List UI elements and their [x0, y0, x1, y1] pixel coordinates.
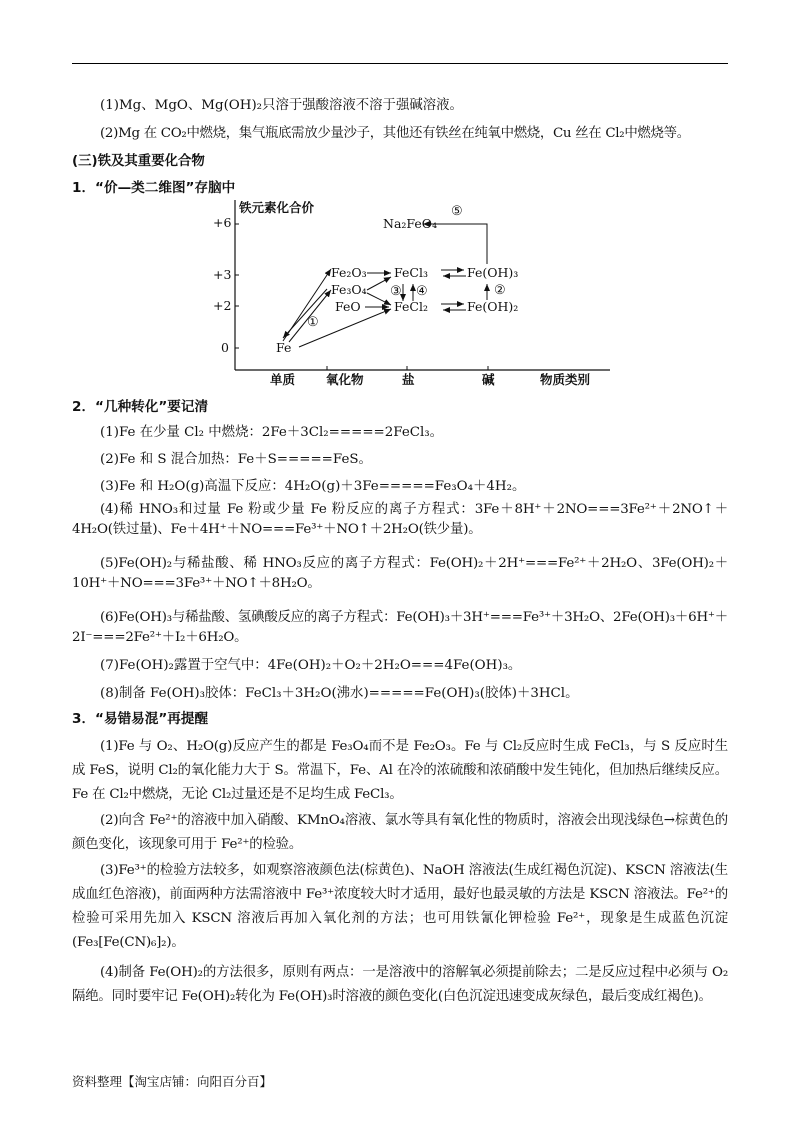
- y-tick-2: +2: [213, 298, 232, 313]
- node-feoh3: Fe(OH)₃: [467, 265, 519, 280]
- mark-5: ⑤: [451, 204, 463, 219]
- heading-3: 3．“易错易混”再提醒: [72, 711, 209, 727]
- node-fe: Fe: [276, 340, 292, 355]
- conv-4: (4)稀 HNO₃和过量 Fe 粉或少量 Fe 粉反应的离子方程式：3Fe＋8H⁺＋2NO===3Fe²⁺＋2NO↑＋4H₂O(铁过量)、Fe＋4H⁺＋NO===Fe³⁺＋NO↑＋2H₂O(铁少量)。: [72, 502, 728, 537]
- node-fecl3: FeCl₃: [394, 265, 428, 280]
- y-tick-6: +6: [213, 215, 232, 230]
- y-axis-label: 铁元素化合价: [239, 200, 315, 215]
- note-2: (2)向含 Fe²⁺的溶液中加入硝酸、KMnO₄溶液、氯水等具有氧化性的物质时，溶液会出现浅绿色→棕黄色的颜色变化，该现象可用于 Fe²⁺的检验。: [72, 813, 728, 852]
- x-tick-element: 单质: [270, 372, 296, 387]
- header-rule: [72, 63, 728, 64]
- node-fe3o4: Fe₃O₄: [331, 282, 367, 297]
- note-3: (3)Fe³⁺的检验方法较多，如观察溶液颜色法(棕黄色)、NaOH 溶液法(生成红褐色沉淀)、KSCN 溶液法(生成血红色溶液)，前面两种方法需溶液中 Fe³⁺浓度较大时才适用，最好也最灵敏的方法是 KSCN 溶液法。Fe²⁺的检验可采用先加入 KSCN 溶液后再加入氧化剂的方法；也可用铁氰化钾检验 Fe²⁺，现象是生成蓝色沉淀(Fe₃[Fe(CN)₆]₂)。: [72, 863, 728, 950]
- valence-class-diagram: [215, 196, 635, 394]
- heading-2: 2．“几种转化”要记清: [72, 399, 209, 415]
- arrow-fe3o4-fe: [283, 289, 327, 338]
- intro-line-1: (1)Mg、MgO、Mg(OH)₂只溶于强酸溶液不溶于强碱溶液。: [100, 98, 463, 113]
- footer-source: 资料整理【淘宝店铺：向阳百分百】: [72, 1074, 273, 1089]
- node-feo: FeO: [335, 299, 361, 314]
- mark-1: ①: [307, 315, 319, 330]
- y-tick-0: 0: [221, 340, 229, 355]
- mark-3: ③: [390, 284, 402, 299]
- conv-6: (6)Fe(OH)₃与稀盐酸、氢碘酸反应的离子方程式：Fe(OH)₃＋3H⁺===Fe³⁺＋3H₂O、2Fe(OH)₃＋6H⁺＋2I⁻===2Fe²⁺＋I₂＋6H₂O。: [72, 610, 728, 645]
- conv-5: (5)Fe(OH)₂与稀盐酸、稀 HNO₃反应的离子方程式：Fe(OH)₂＋2H⁺===Fe²⁺＋2H₂O、3Fe(OH)₂＋10H⁺＋NO===3Fe³⁺＋NO↑＋8H₂O。: [72, 556, 728, 591]
- section-title: (三)铁及其重要化合物: [72, 154, 205, 169]
- x-tick-base: 碱: [482, 372, 495, 387]
- conv-8: (8)制备 Fe(OH)₃胶体：FeCl₃＋3H₂O(沸水)=====Fe(OH)₃(胶体)＋3HCl。: [100, 686, 579, 701]
- mark-2: ②: [494, 283, 506, 298]
- note-1: (1)Fe 与 O₂、H₂O(g)反应产生的都是 Fe₃O₄而不是 Fe₂O₃。Fe 与 Cl₂反应时生成 FeCl₃，与 S 反应时生成 FeS，说明 Cl₂的氧化能力大于 S。常温下，Fe、Al 在冷的浓硫酸和浓硝酸中发生钝化，但加热后继续反应。Fe 在 Cl₂中燃烧，无论 Cl₂过量还是不足均生成 FeCl₃。: [72, 739, 728, 802]
- conv-3: (3)Fe 和 H₂O(g)高温下反应：4H₂O(g)＋3Fe=====Fe₃O₄＋4H₂。: [100, 479, 526, 494]
- x-tick-oxide: 氧化物: [326, 372, 364, 387]
- node-feoh2: Fe(OH)₂: [467, 299, 519, 314]
- x-tick-salt: 盐: [402, 372, 415, 387]
- conv-7: (7)Fe(OH)₂露置于空气中：4Fe(OH)₂＋O₂＋2H₂O===4Fe(OH)₃。: [100, 658, 522, 673]
- mark-4: ④: [416, 284, 428, 299]
- intro-line-2: (2)Mg 在 CO₂中燃烧，集气瓶底需放少量沙子，其他还有铁丝在纯氧中燃烧，Cu 丝在 Cl₂中燃烧等。: [100, 126, 690, 141]
- conv-2: (2)Fe 和 S 混合加热：Fe＋S=====FeS。: [100, 452, 372, 467]
- node-fecl2: FeCl₂: [394, 299, 428, 314]
- heading-1: 1．“价—类二维图”存脑中: [72, 180, 236, 196]
- node-fe2o3: Fe₂O₃: [331, 265, 367, 280]
- conv-1: (1)Fe 在少量 Cl₂ 中燃烧：2Fe＋3Cl₂=====2FeCl₃。: [100, 425, 444, 440]
- y-tick-3: +3: [213, 267, 232, 282]
- x-axis-label: 物质类别: [540, 372, 591, 387]
- note-4: (4)制备 Fe(OH)₂的方法很多，原则有两点：一是溶液中的溶解氧必须提前除去；二是反应过程中必须与 O₂隔绝。同时要牢记 Fe(OH)₂转化为 Fe(OH)₃时溶液的颜色变化(白色沉淀迅速变成灰绿色，最后变成红褐色)。: [72, 965, 728, 1004]
- node-na2feo4: Na₂FeO₄: [383, 216, 438, 231]
